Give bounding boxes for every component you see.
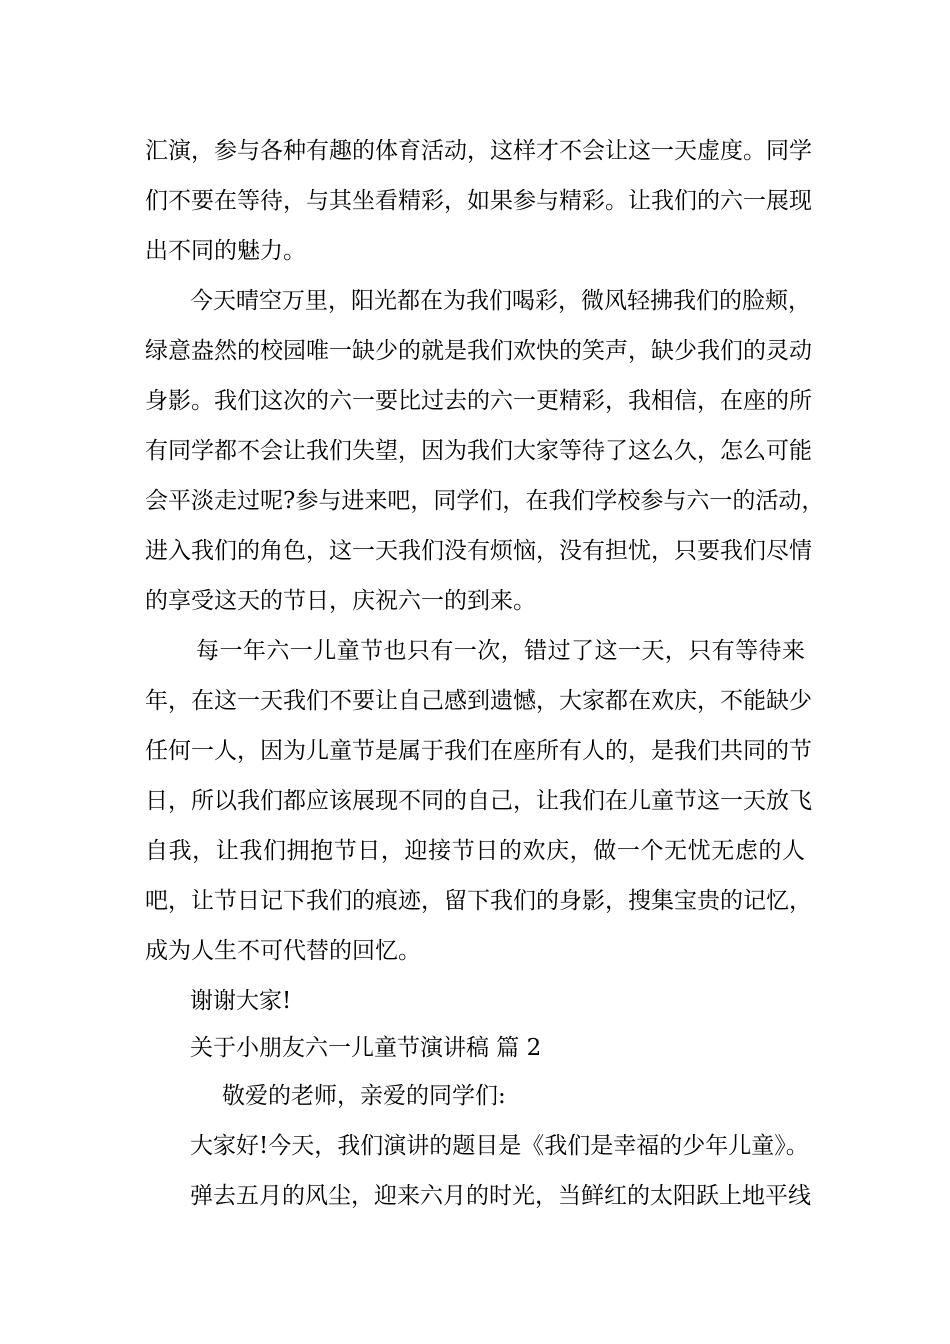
salutation: 敬爱的老师，亲爱的同学们:	[222, 1083, 506, 1109]
text-line: 们不要在等待，与其坐看精彩，如果参与精彩。让我们的六一展现	[145, 188, 812, 214]
text-line: 汇演，参与各种有趣的体育活动，这样才不会让这一天虚度。同学	[145, 138, 812, 164]
text-line: 今天晴空万里，阳光都在为我们喝彩，微风轻拂我们的脸颊，	[190, 288, 811, 314]
text-line: 年，在这一天我们不要让自己感到遗憾，大家都在欢庆，不能缺少	[145, 688, 812, 714]
text-line: 绿意盎然的校园唯一缺少的就是我们欢快的笑声，缺少我们的灵动	[145, 338, 812, 364]
text-line: 身影。我们这次的六一要比过去的六一更精彩，我相信，在座的所	[145, 388, 812, 414]
text-line: 弹去五月的风尘，迎来六月的时光，当鲜红的太阳跃上地平线	[190, 1183, 811, 1209]
text-line: 出不同的魅力。	[145, 238, 306, 264]
text-line: 任何一人，因为儿童节是属于我们在座所有人的，是我们共同的节	[145, 738, 812, 764]
text-line: 自我，让我们拥抱节日，迎接节日的欢庆，做一个无忧无虑的人	[145, 838, 805, 864]
greeting-line: 大家好!今天，我们演讲的题目是《我们是幸福的少年儿童》。	[190, 1133, 809, 1159]
section-heading: 关于小朋友六一儿童节演讲稿 篇 2	[190, 1035, 542, 1061]
text-line: 成为人生不可代替的回忆。	[145, 938, 421, 964]
text-line: 进入我们的角色，这一天我们没有烦恼，没有担忧，只要我们尽情	[145, 538, 812, 564]
thanks-line: 谢谢大家!	[190, 988, 292, 1014]
text-line: 会平淡走过呢?参与进来吧，同学们，在我们学校参与六一的活动，	[145, 488, 825, 514]
text-line: 的享受这天的节日，庆祝六一的到来。	[145, 588, 536, 614]
text-line: 日，所以我们都应该展现不同的自己，让我们在儿童节这一天放飞	[145, 788, 812, 814]
text-line: 吧，让节日记下我们的痕迹，留下我们的身影，搜集宝贵的记忆，	[145, 888, 812, 914]
text-line: 每一年六一儿童节也只有一次，错过了这一天，只有等待来	[196, 638, 805, 664]
text-line: 有同学都不会让我们失望，因为我们大家等待了这么久，怎么可能	[145, 438, 812, 464]
